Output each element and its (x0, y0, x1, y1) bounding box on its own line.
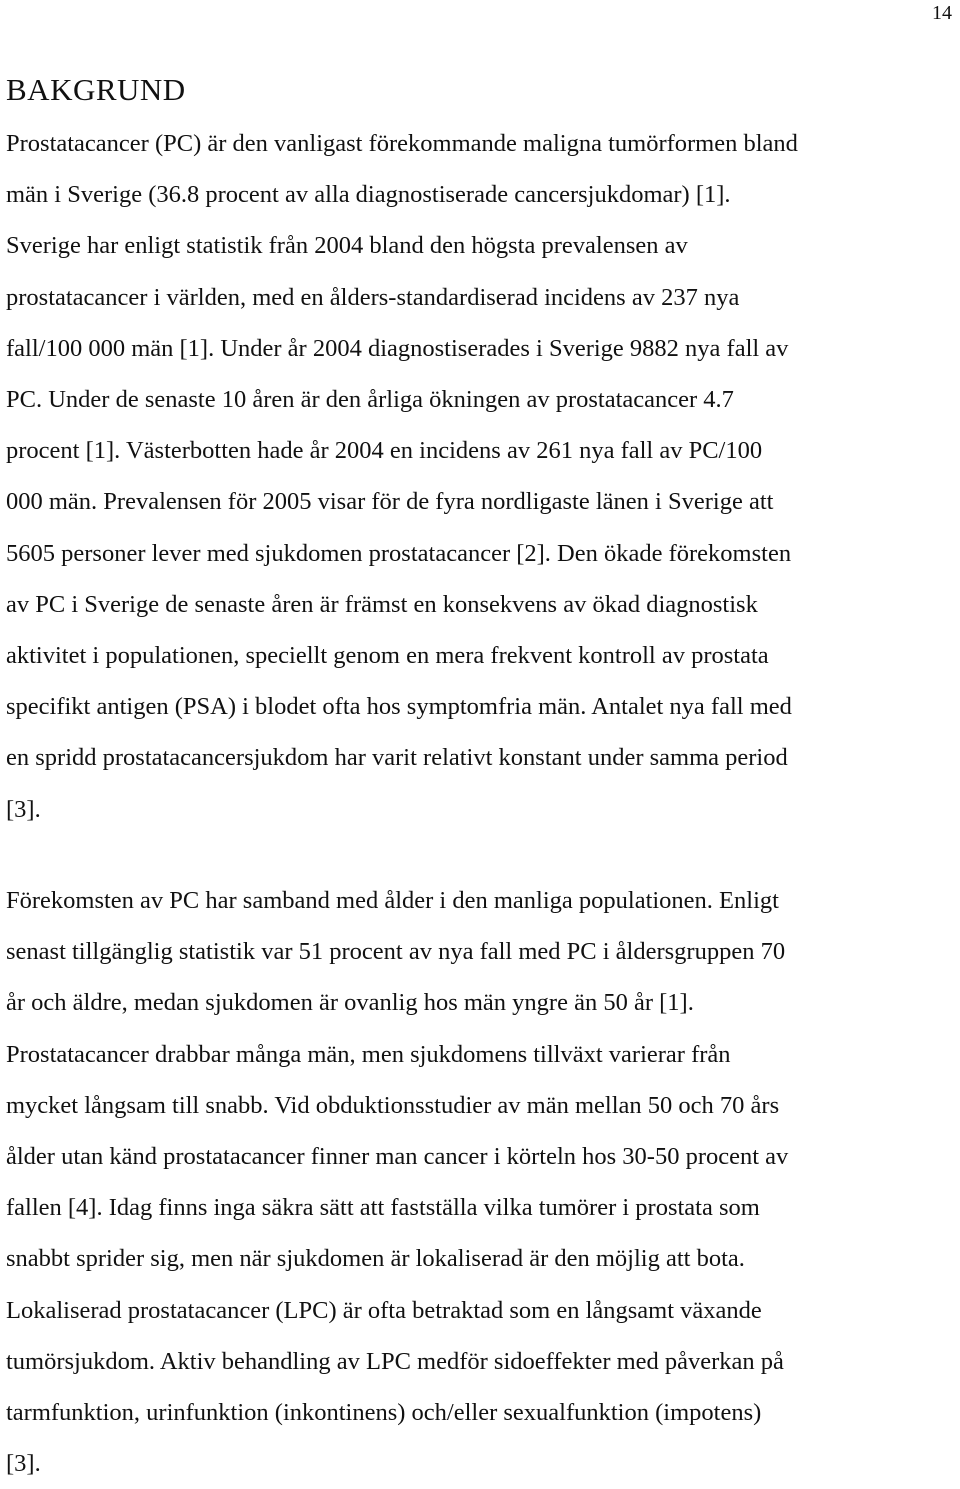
paragraph-line: år och äldre, medan sjukdomen är ovanlig hos män yngre än 50 år [1]. (6, 989, 694, 1017)
paragraph-line: senast tillgänglig statistik var 51 procent av nya fall med PC i åldersgruppen 70 (6, 938, 786, 966)
paragraph-line: Sverige har enligt statistik från 2004 bland den högsta prevalensen av (6, 232, 688, 260)
paragraph-line: tumörsjukdom. Aktiv behandling av LPC medför sidoeffekter med påverkan på (6, 1347, 784, 1375)
paragraph-line: män i Sverige (36.8 procent av alla diagnostiserade cancersjukdomar) [1]. (6, 181, 731, 209)
paragraph-line: fallen [4]. Idag finns inga säkra sätt att fastställa vilka tumörer i prostata som (6, 1194, 760, 1222)
paragraph-line: tarmfunktion, urinfunktion (inkontinens) och/eller sexualfunktion (impotens) (6, 1399, 762, 1427)
page-number: 14 (932, 2, 952, 24)
paragraph-line: en spridd prostatacancersjukdom har varit relativt konstant under samma period (6, 744, 788, 772)
paragraph-line: Prostatacancer drabbar många män, men sjukdomens tillväxt varierar från (6, 1040, 731, 1068)
paragraph-line: fall/100 000 män [1]. Under år 2004 diagnostiserades i Sverige 9882 nya fall av (6, 334, 789, 362)
paragraph-line: ålder utan känd prostatacancer finner man cancer i körteln hos 30-50 procent av (6, 1143, 789, 1171)
paragraph-line: PC. Under de senaste 10 åren är den årliga ökningen av prostatacancer 4.7 (6, 386, 734, 414)
paragraph-line: Prostatacancer (PC) är den vanligast förekommande maligna tumörformen bland (6, 130, 798, 157)
paragraph-line: 5605 personer lever med sjukdomen prostatacancer [2]. Den ökade förekomsten (6, 539, 792, 567)
paragraph-line: snabbt sprider sig, men när sjukdomen är lokaliserad är den möjlig att bota. (6, 1245, 745, 1273)
paragraph-line: [3]. (6, 795, 41, 823)
paragraph-line: Lokaliserad prostatacancer (LPC) är ofta betraktad som en långsamt växande (6, 1296, 762, 1324)
paragraph-line: aktivitet i populationen, speciellt genom en mera frekvent kontroll av prostata (6, 642, 769, 670)
section-heading: BAKGRUND (6, 72, 186, 107)
paragraph-line: mycket långsam till snabb. Vid obduktionsstudier av män mellan 50 och 70 års (6, 1091, 780, 1119)
paragraph-2 (6, 875, 950, 1489)
paragraph-line: prostatacancer i världen, med en ålders-standardiserad incidens av 237 nya (6, 283, 740, 311)
paragraph-line: Förekomsten av PC har samband med ålder i den manliga populationen. Enligt (6, 887, 779, 914)
paragraph-line: 000 män. Prevalensen för 2005 visar för de fyra nordligaste länen i Sverige att (6, 488, 774, 516)
paragraph-1 (6, 118, 950, 835)
paragraph-line: [3]. (6, 1450, 41, 1478)
paragraph-line: av PC i Sverige de senaste åren är främst en konsekvens av ökad diagnostisk (6, 590, 758, 618)
paragraph-line: procent [1]. Västerbotten hade år 2004 en incidens av 261 nya fall av PC/100 (6, 437, 763, 465)
paragraph-line: specifikt antigen (PSA) i blodet ofta hos symptomfria män. Antalet nya fall med (6, 693, 792, 721)
